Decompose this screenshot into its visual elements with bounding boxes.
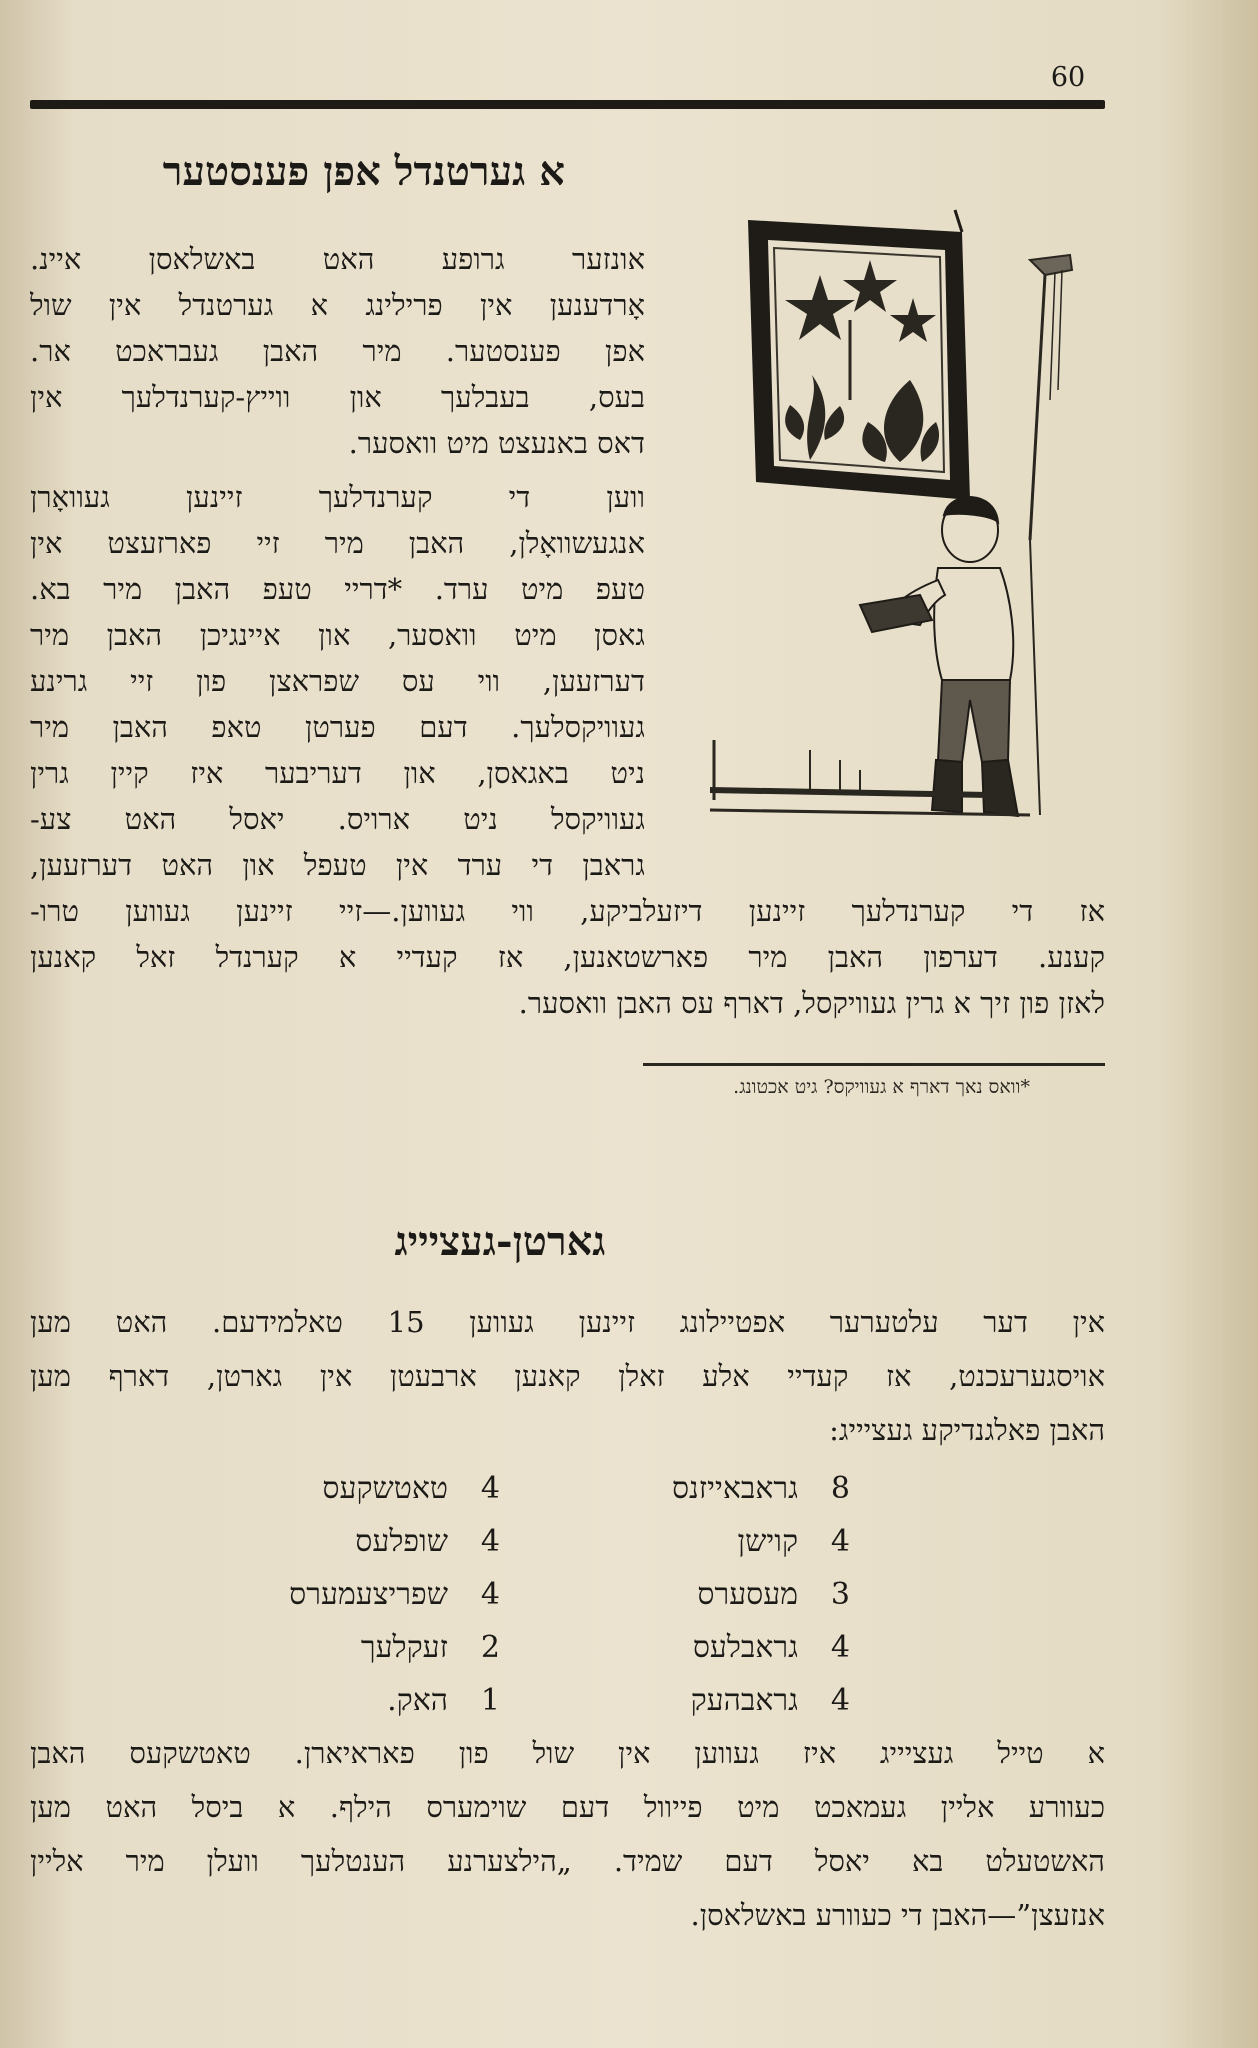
tool-name: שפריצעמערס xyxy=(289,1577,448,1612)
list-item xyxy=(610,1674,850,1727)
list-item xyxy=(610,1462,850,1515)
text-line: אונזער גרופע האט באשלאסן איינ. xyxy=(30,242,645,276)
text-line: אנגעשוואָלן, האבן מיר זיי פארזעצט אין xyxy=(30,526,645,560)
tool-name: גראבאייזנס xyxy=(671,1471,798,1506)
tool-name: גראבלעס xyxy=(692,1630,798,1665)
footnote-rule xyxy=(643,1063,1105,1066)
paragraph-4 xyxy=(30,1726,1105,1942)
tool-count: 4 xyxy=(830,1524,850,1559)
tool-name: שופלעס xyxy=(355,1524,448,1559)
text-line: אז די קערנדלעך זיינען דיזעלביקע, ווי געווען.—זיי זיינען געווען טרו- xyxy=(30,894,1105,928)
tools-list-left xyxy=(230,1462,500,1727)
text-line: גראבן די ערד אין טעפל און האט דערזעען, xyxy=(30,848,645,882)
footnote: *וואס נאך דארף א געוויקס? גיט אכטונג. xyxy=(733,1076,1030,1098)
text-line: לאזן פון זיך א גרין געוויקסל, דארף עס האבן וואסער. xyxy=(518,986,1105,1020)
text-line: אפן פענסטער. מיר האבן געבראכט אר. xyxy=(30,334,645,368)
list-item xyxy=(230,1462,500,1515)
paragraph-2-continued xyxy=(30,888,1105,1026)
tool-count: 3 xyxy=(830,1577,850,1612)
text-line: גאסן מיט וואסער, און איינגיכן האבן מיר xyxy=(30,618,645,652)
tool-name: קוישן xyxy=(737,1524,798,1559)
list-item xyxy=(230,1621,500,1674)
tool-count: 2 xyxy=(480,1630,500,1665)
text-line: ניט באגאסן, און דעריבער איז קיין גרין xyxy=(30,756,645,790)
tool-count: 8 xyxy=(830,1471,850,1506)
paragraph-2 xyxy=(30,474,645,888)
list-item xyxy=(230,1568,500,1621)
boy-with-plant-frame-illustration xyxy=(700,200,1100,830)
list-item xyxy=(610,1568,850,1621)
text-line: אנזעצן”—האבן די כעוורע באשלאסן. xyxy=(690,1898,1105,1932)
text-line: האבן פאלגנדיקע געציייג: xyxy=(829,1413,1105,1447)
tool-count: 4 xyxy=(480,1577,500,1612)
text-line: דאס באנעצט מיט וואסער. xyxy=(348,426,645,460)
tool-name: גראבהעק xyxy=(690,1683,798,1718)
list-item xyxy=(230,1515,500,1568)
paragraph-3 xyxy=(30,1295,1105,1457)
text-line: האשטעלט בא יאסל דעם שמיד. „הילצערנע הענטלעך וועלן מיר אליין xyxy=(30,1844,1105,1878)
page-number: 60 xyxy=(1050,62,1086,93)
tool-name: זעקלעך xyxy=(360,1630,448,1665)
tool-count: 4 xyxy=(830,1630,850,1665)
boy-figure xyxy=(860,497,1018,816)
text-line: אויסגערעכנט, אז קעדיי אלע זאלן קאנען ארבעטן אין גארטן, דארף מען xyxy=(30,1359,1105,1393)
text-line: טעפ מיט ערד. *דריי טעפ האבן מיר בא. xyxy=(30,572,645,606)
text-line: געוויקסלעך. דעם פערטן טאפ האבן מיר xyxy=(30,710,645,744)
tool-name: מעסערס xyxy=(697,1577,798,1612)
list-item xyxy=(230,1674,500,1727)
text-line: געוויקסל ניט ארויס. יאסל האט צע- xyxy=(30,802,645,836)
text-line: דערזעען, ווי עס שפראצן פון זיי גרינע xyxy=(30,664,645,698)
tool-count: 4 xyxy=(830,1683,850,1718)
section-title-garden-tools: גארטן-געציייג xyxy=(394,1218,606,1265)
header-rule xyxy=(30,100,1105,109)
text-line: קענע. דערפון האבן מיר פארשטאנען, אז קעדיי א קערנדל זאל קאנען xyxy=(30,940,1105,974)
text-line: אָרדענען אין פרילינג א גערטנדל אין שול xyxy=(30,288,645,322)
section-title-window-garden: א גערטנדל אפן פענסטער xyxy=(162,148,565,195)
picture-frame xyxy=(748,210,970,500)
tool-name: טאטשקעס xyxy=(322,1471,448,1506)
list-item xyxy=(610,1621,850,1674)
tools-list-right xyxy=(610,1462,850,1727)
paragraph-1 xyxy=(30,236,645,466)
tool-name: האק. xyxy=(387,1683,448,1718)
text-line: בעס, בעבלעך און ווייץ-קערנדלעך אין xyxy=(30,380,645,414)
text-line: כעוורע אליין געמאכט מיט פייוול דעם שוימערס הילף. א ביסל האט מען xyxy=(30,1790,1105,1824)
text-line: ווען די קערנדלעך זיינען געוואָרן xyxy=(30,480,645,514)
tool-count: 4 xyxy=(480,1524,500,1559)
window-frame xyxy=(1030,255,1072,540)
tool-count: 1 xyxy=(480,1683,500,1718)
list-item xyxy=(610,1515,850,1568)
tool-count: 4 xyxy=(480,1471,500,1506)
text-line: אין דער עלטערער אפטיילונג זיינען געווען 15 טאלמידעם. האט מען xyxy=(30,1305,1105,1339)
text-line: א טייל געציייג איז געווען אין שול פון פאראיארן. טאטשקעס האבן xyxy=(30,1736,1105,1770)
